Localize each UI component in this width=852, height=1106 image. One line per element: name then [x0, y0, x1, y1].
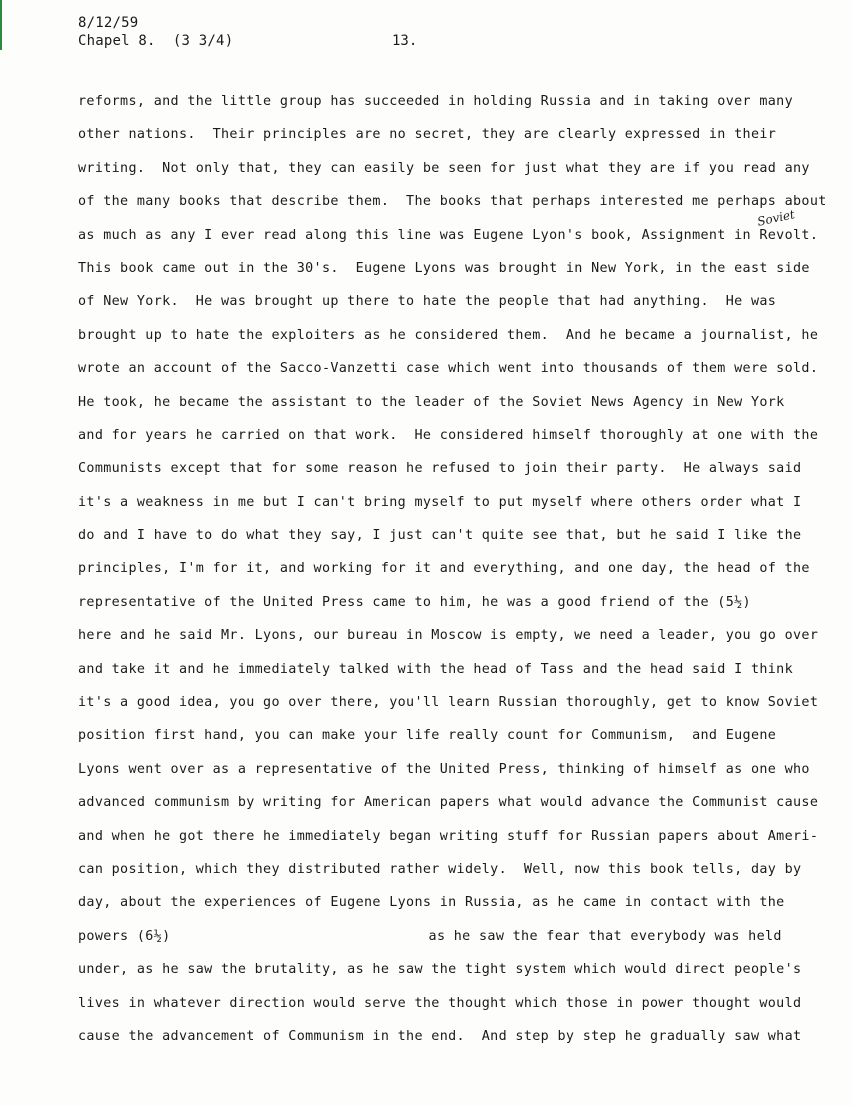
text-line: This book came out in the 30's. Eugene Lyons was brought in New York, in the east side — [78, 260, 810, 276]
text-line: under, as he saw the brutality, as he saw the tight system which would direct people's — [78, 962, 802, 978]
text-line: writing. Not only that, they can easily be seen for just what they are if you read any — [78, 160, 810, 176]
text-line: Lyons went over as a representative of the United Press, thinking of himself as one who — [78, 761, 810, 777]
text-line: it's a weakness in me but I can't bring myself to put myself where others order what I — [78, 494, 802, 510]
text-line: of the many books that describe them. The books that perhaps interested me perhaps about — [78, 194, 827, 210]
gap-line-right: as he saw the fear that everybody was held — [428, 928, 782, 944]
text-line: position first hand, you can make your life really count for Communism, and Eugene — [78, 728, 777, 744]
text-line: it's a good idea, you go over there, you'll learn Russian thoroughly, get to know Soviet — [78, 695, 819, 711]
text-line: of New York. He was brought up there to hate the people that had anything. He was — [78, 294, 777, 310]
text-line: principles, I'm for it, and working for it and everything, and one day, the head of the — [78, 561, 810, 577]
text-line: and take it and he immediately talked with the head of Tass and the head said I think — [78, 661, 794, 677]
text-line: here and he said Mr. Lyons, our bureau in Moscow is empty, we need a leader, you go over — [78, 628, 819, 644]
text-line: other nations. Their principles are no secret, they are clearly expressed in their — [78, 127, 777, 143]
header-chapel: Chapel 8. (3 3/4) — [78, 33, 234, 49]
header-date: 8/12/59 — [78, 15, 139, 31]
handwritten-annotation: Soviet — [755, 207, 797, 229]
page-edge-mark — [0, 0, 2, 50]
text-line: day, about the experiences of Eugene Lyons in Russia, as he came in contact with the — [78, 895, 785, 911]
text-line: and when he got there he immediately began writing stuff for Russian papers about Ameri- — [78, 828, 819, 844]
text-line-with-gap — [78, 927, 830, 960]
text-line: Communists except that for some reason he refused to join their party. He always said — [78, 461, 802, 477]
gap-line-left: powers (6½) — [78, 928, 171, 944]
text-line: can position, which they distributed rather widely. Well, now this book tells, day by — [78, 861, 802, 877]
text-line: advanced communism by writing for American papers what would advance the Communist cause — [78, 795, 819, 811]
text-line: representative of the United Press came to him, he was a good friend of the (5½) — [78, 594, 751, 610]
text-line: lives in whatever direction would serve the thought which those in power thought would — [78, 995, 802, 1011]
page-number: 13. — [392, 33, 418, 49]
document-header — [78, 14, 233, 50]
text-line: reforms, and the little group has succeeded in holding Russia and in taking over many — [78, 94, 794, 109]
text-line: as much as any I ever read along this line was Eugene Lyon's book, Assignment in Revolt. — [78, 227, 819, 243]
text-line: He took, he became the assistant to the leader of the Soviet News Agency in New York — [78, 394, 785, 410]
text-line: brought up to hate the exploiters as he considered them. And he became a journalist, he — [78, 327, 819, 343]
text-line: do and I have to do what they say, I just can't quite see that, but he said I like the — [78, 528, 802, 544]
body-text — [78, 92, 830, 1060]
text-line: and for years he carried on that work. He considered himself thoroughly at one with the — [78, 427, 819, 443]
text-line: cause the advancement of Communism in the end. And step by step he gradually saw what — [78, 1028, 802, 1044]
text-line: wrote an account of the Sacco-Vanzetti case which went into thousands of them were sold. — [78, 361, 819, 377]
